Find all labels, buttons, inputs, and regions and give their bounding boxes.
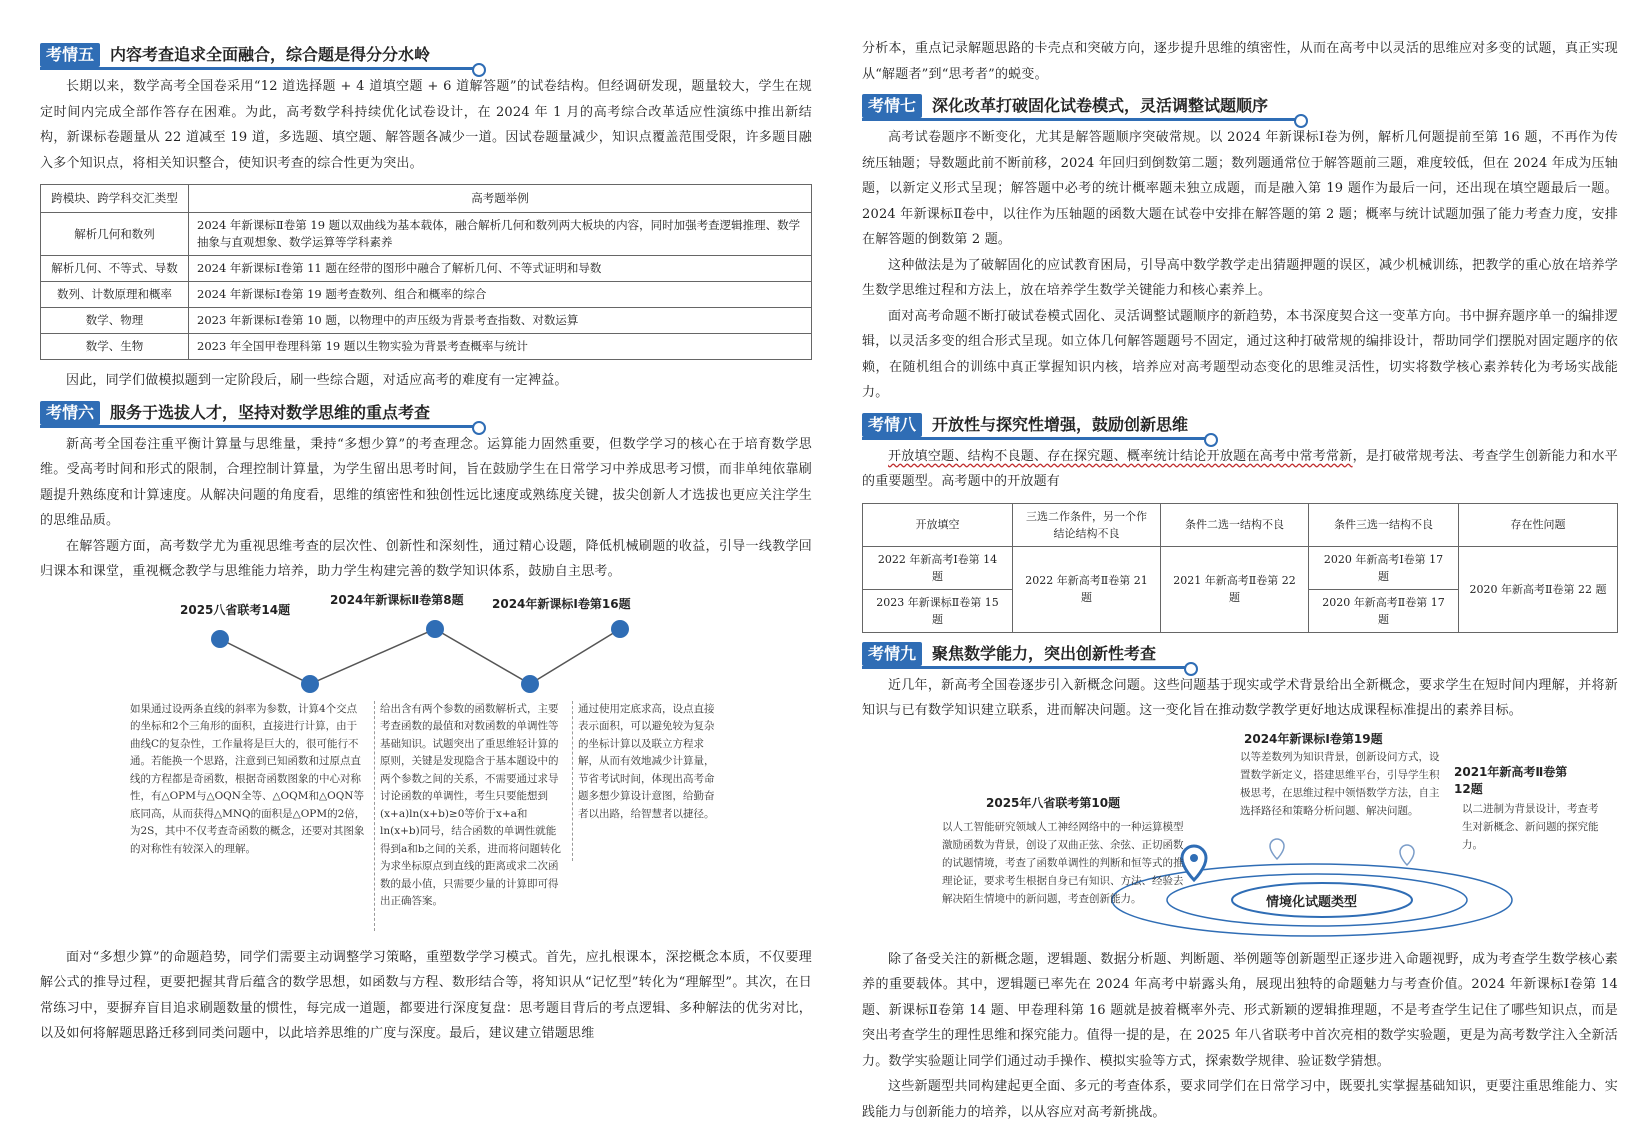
table-cell: 2023 年全国甲卷理科第 19 题以生物实验为背景考查概率与统计 [189, 334, 812, 360]
timeline-node [301, 675, 319, 693]
paragraph [862, 444, 1618, 495]
table-header: 条件二选一结构不良 [1161, 503, 1309, 546]
title-underline [862, 437, 1212, 440]
diagram-label: 2025年八省联考第10题 [986, 795, 1121, 810]
paragraph: 高考试卷题序不断变化，尤其是解答题顺序突破常规。以 2024 年新课标Ⅰ卷为例，解析几何题提前至第 16 题，不再作为传统压轴题；导数题此前不断前移，2024 年回归到倒数第二题；数列题通常位于解答题前三题，难度较低，但在 2024 年成为压轴题，以新定义形式呈现；解答题中必考的统计概率题未独立成题，而是融入第 19 题作为最后一问，还出现在填空题最后一题。2024 年新课标Ⅱ卷中，以往作为压轴题的函数大题在试卷中安排在解答题的第 2 题；概率与统计试题加强了能力考查力度，安排在解答题的倒数第 2 题。 [862, 130, 1618, 247]
cross-module-table [40, 184, 812, 360]
table-cell: 2020 年新高考Ⅰ卷第 17 题 [1309, 546, 1459, 589]
situational-question-diagram [862, 728, 1618, 943]
table-cell: 2023 年新课标Ⅰ卷第 10 题，以物理中的声压级为背景考查指数、对数运算 [189, 308, 812, 334]
paragraph: 因此，同学们做模拟题到一定阶段后，刷一些综合题，对适应高考的难度有一定裨益。 [66, 373, 568, 388]
table-row [41, 334, 812, 360]
paragraph: 分析本，重点记录解题思路的卡壳点和突破方向，逐步提升思维的缜密性，从而在高考中以灵活的思维应对多变的试题，真正实现从“解题者”到“思考者”的蜕变。 [862, 41, 1618, 82]
table-cell: 2024 年新课标Ⅰ卷第 11 题在经带的图形中融合了解析几何、不等式证明和导数 [189, 256, 812, 282]
table-row [41, 213, 812, 256]
title-underline [862, 666, 1192, 669]
paragraph-text: ，是打破常规考法、考查学生创新能力和水平的重要题型。高考题中的开放题有 [862, 448, 1618, 489]
timeline-note: 如果通过设两条直线的斜率为参数，计算4个交点的坐标和2个三角形的面积，直接进行计算，由于曲线C的复杂性，工作量将是巨大的，很可能行不通。若能换一个思路，注意到已知函数和过原点直线的方程都是奇函数，根据奇函数图象的中心对称性，有△OPM与△OQN全等、△OQM和△OQN等底同高，从而获得△MNQ的面积是△OPM的2倍，为2S，其中不仅考查奇函数的概念，还要对其图象的对称性有较深入的理解。 [130, 702, 366, 855]
table-header: 条件三选一结构不良 [1309, 503, 1459, 546]
paragraph: 近几年，新高考全国卷逐步引入新概念问题。这些问题基于现实或学术背景给出全新概念，要求学生在短时间内理解，并将新知识与已有数学知识建立联系，进而解决问题。这一变化旨在推动数学教学更好地达成课程标准提出的素养目标。 [862, 677, 1618, 718]
open-question-table [862, 503, 1618, 633]
table-row [41, 282, 812, 308]
paragraph: 面对“多想少算”的命题趋势，同学们需要主动调整学习策略，重塑数学学习模式。首先，应扎根课本，深挖概念本质，不仅要理解公式的推导过程，更要把握其背后蕴含的数学思想，如函数与方程、数形结合等，将知识从“记忆型”转化为“理解型”。其次，在日常练习中，要摒弃盲目追求刷题数量的惯性，每完成一道题，都要进行深度复盘：思考题目背后的考点逻辑、多种解法的优劣对比，以及如何将解题思路迁移到同类问题中，以此培养思维的广度与深度。最后，建议建立错题思维 [40, 949, 812, 1041]
timeline-note: 通过使用定底求高，设点直接表示面积，可以避免较为复杂的坐标计算以及联立方程求解，从而有效地减少计算量，节省考试时间，体现出高考命题多想少算设计意图，给勤奋者以出路，给智慧者以捷径。 [578, 702, 715, 820]
paragraph: 长期以来，数学高考全国卷采用“12 道选择题 + 4 道填空题 + 6 道解答题”的试卷结构。但经调研发现，题量较大，学生在规定时间内完成全部作答存在困难。为此，高考数学科持续优化试卷设计，在 2024 年 1 月的高考综合改革适应性演练中推出新结构，新课标卷题量从 22 道减至 19 道，多选题、填空题、解答题各减少一道。因试卷题量减少，知识点覆盖范围受限，许多题目融入多个知识点，将相关知识整合，使知识考查的综合性更为突出。 [40, 79, 812, 171]
paragraph: 这些新题型共同构建起更全面、多元的考查体系，要求同学们在日常学习中，既要扎实掌握基础知识，更要注重思维能力、实践能力与创新能力的培养，以从容应对高考新挑战。 [862, 1079, 1618, 1120]
highlighted-text: 开放填空题、结构不良题、存在探究题、概率统计结论开放题在高考中常考常新 [888, 448, 1353, 464]
table-header: 开放填空 [863, 503, 1013, 546]
timeline-node [521, 675, 539, 693]
table-row [41, 256, 812, 282]
location-pin-icon [1270, 839, 1284, 859]
timeline-label: 2025八省联考14题 [180, 602, 291, 617]
timeline-diagram [40, 589, 812, 939]
title-underline [40, 425, 480, 428]
diagram-note: 以二进制为背景设计，考查考生对新概念、新问题的探究能力。 [1462, 802, 1599, 851]
section-title: 内容考查追求全面融合，综合题是得分分水岭 [110, 45, 431, 64]
diagram-label: 2021年新高考Ⅱ卷第12题 [1454, 764, 1568, 796]
timeline-node [211, 630, 229, 648]
diagram-label: 2024年新课标Ⅰ卷第19题 [1244, 731, 1383, 746]
paragraph: 在解答题方面，高考数学尤为重视思维考查的层次性、创新性和深刻性，通过精心设题，降低机械刷题的收益，引导一线教学回归课本和课堂，重视概念教学与思维能力培养，助力学生构建完善的数学知识体系，鼓励自主思考。 [40, 538, 812, 579]
table-header: 跨模块、跨学科交汇类型 [41, 185, 189, 213]
divider [374, 701, 375, 931]
table-cell: 2020 年新高考Ⅱ卷第 22 题 [1459, 546, 1618, 632]
title-underline [40, 67, 480, 70]
section-title: 开放性与探究性增强，鼓励创新思维 [932, 414, 1189, 434]
section-header-7 [862, 93, 1618, 119]
section-title: 深化改革打破固化试卷模式，灵活调整试题顺序 [932, 96, 1269, 115]
timeline-node [426, 620, 444, 638]
table-cell: 解析几何、不等式、导数 [41, 256, 189, 282]
table-cell: 2020 年新高考Ⅱ卷第 17 题 [1309, 589, 1459, 632]
section-header-8 [862, 412, 1618, 438]
section-tag: 考情八 [862, 413, 922, 437]
section-title: 聚焦数学能力，突出创新性考查 [932, 643, 1157, 663]
right-column [862, 36, 1618, 1121]
section-header-9 [862, 641, 1618, 667]
table-cell: 2023 年新课标Ⅱ卷第 15 题 [863, 589, 1013, 632]
paragraph: 除了备受关注的新概念题，逻辑题、数据分析题、判断题、举例题等创新题型正逐步进入命题视野，成为考查学生数学核心素养的重要载体。其中，逻辑题已率先在 2024 年高考中崭露头角，展现出独特的命题魅力与考查价值。2024 年新课标Ⅰ卷第 14 题、新课标Ⅱ卷第 14 题、甲卷理科第 16 题就是披着概率外壳、形式新颖的逻辑推理题，不是考查学生记住了哪些知识点，而是突出考查学生的理性思维和探究能力。值得一提的是，在 2025 年八省联考中首次亮相的数学实验题，更是为高考数学注入全新活力。数学实验题让同学们通过动手操作、模拟实验等方式，探索数学规律、验证数学猜想。 [862, 951, 1618, 1069]
paragraph: 面对高考命题不断打破试卷模式固化、灵活调整试题顺序的新趋势，本书深度契合这一变革方向。书中摒弃题序单一的编排逻辑，以灵活多变的组合形式呈现。如立体几何解答题题号不固定，通过这种打破常规的编排设计，帮助同学们摆脱对固定题序的依赖，在随机组合的训练中真正掌握知识内核，培养应对高考题型动态变化的思维灵活性，切实将数学核心素养转化为考场实战能力。 [862, 308, 1618, 400]
section-tag: 考情七 [862, 94, 922, 118]
divider [572, 701, 573, 861]
section-tag: 考情五 [40, 43, 100, 67]
section-tag: 考情九 [862, 642, 922, 666]
table-cell: 2024 年新课标Ⅱ卷第 19 题以双曲线为基本载体，融合解析几何和数列两大板块的内容，同时加强考查逻辑推理、数学抽象与直观想象、数学运算等学科素养 [189, 213, 812, 256]
table-header: 高考题举例 [189, 185, 812, 213]
table-cell: 2021 年新高考Ⅱ卷第 22 题 [1161, 546, 1309, 632]
section-header-6 [40, 400, 812, 426]
timeline-label: 2024年新课标Ⅱ卷第8题 [330, 592, 464, 607]
table-cell: 数学、生物 [41, 334, 189, 360]
table-header: 三选二作条件，另一个作结论结构不良 [1013, 503, 1161, 546]
diagram-note: 以人工智能研究领域人工神经网络中的一种运算模型激励函数为背景，创设了双曲正弦、余弦、正切函数的试题情境，考查了函数单调性的判断和恒等式的推理论证，要求考生根据自身已有知识、方法、经验去解决陌生情境中的新问题，考查创新能力。 [942, 820, 1184, 905]
location-pin-icon [1400, 845, 1414, 865]
timeline-label: 2024年新课标Ⅰ卷第16题 [492, 596, 631, 611]
table-row [863, 546, 1618, 589]
timeline-note: 给出含有两个参数的函数解析式，主要考查函数的最值和对数函数的单调性等基础知识。试题突出了重思维轻计算的原则，关键是发现隐含于基本题设中的两个参数之间的关系，不需要通过求导讨论函数的单调性，考生只要能想到(x+a)ln(x+b)≥0等价于x+a和ln(x+b)同号，结合函数的单调性就能得到a和b之间的关系，进而将问题转化为求坐标原点到直线的距离或求二次函数的最小值，只需要少量的计算即可得出正确答案。 [380, 702, 561, 907]
paragraph: 这种做法是为了破解固化的应试教育困局，引导高中数学教学走出猜题押题的误区，减少机械训练，把教学的重心放在培养学生数学思维过程和方法上，放在培养学生数学关键能力和核心素养上。 [862, 257, 1618, 298]
section-tag: 考情六 [40, 401, 100, 425]
paragraph: 新高考全国卷注重平衡计算量与思维量，秉持“多想少算”的考查理念。运算能力固然重要，但数学学习的核心在于培育数学思维。受高考时间和形式的限制，合理控制计算量，为学生留出思考时间，旨在鼓励学生在日常学习中养成思考习惯，而非单纯依靠刷题提升熟练度和计算速度。从解决问题的角度看，思维的缜密性和独创性远比速度或熟练度关键，拔尖创新人才选拔也更应关注学生的思维品质。 [40, 436, 812, 528]
table-header: 存在性问题 [1459, 503, 1618, 546]
table-cell: 2024 年新课标Ⅰ卷第 19 题考查数列、组合和概率的综合 [189, 282, 812, 308]
table-cell: 数学、物理 [41, 308, 189, 334]
section-header-5 [40, 42, 812, 68]
section-title: 服务于选拔人才，坚持对数学思维的重点考查 [110, 402, 431, 422]
table-cell: 解析几何和数列 [41, 213, 189, 256]
table-cell: 2022 年新高考Ⅰ卷第 14 题 [863, 546, 1013, 589]
diagram-center-label: 情境化试题类型 [1266, 894, 1358, 910]
title-underline [862, 118, 1302, 121]
left-column [40, 36, 812, 1047]
table-cell: 2022 年新高考Ⅱ卷第 21 题 [1013, 546, 1161, 632]
diagram-note: 以等差数列为知识背景，创新设问方式，设置数学新定义，搭建思维平台，引导学生积极思考，在思维过程中领悟数学方法，自主选择路径和策略分析问题、解决问题。 [1240, 750, 1440, 817]
timeline-node [611, 620, 629, 638]
table-row [41, 308, 812, 334]
table-cell: 数列、计数原理和概率 [41, 282, 189, 308]
